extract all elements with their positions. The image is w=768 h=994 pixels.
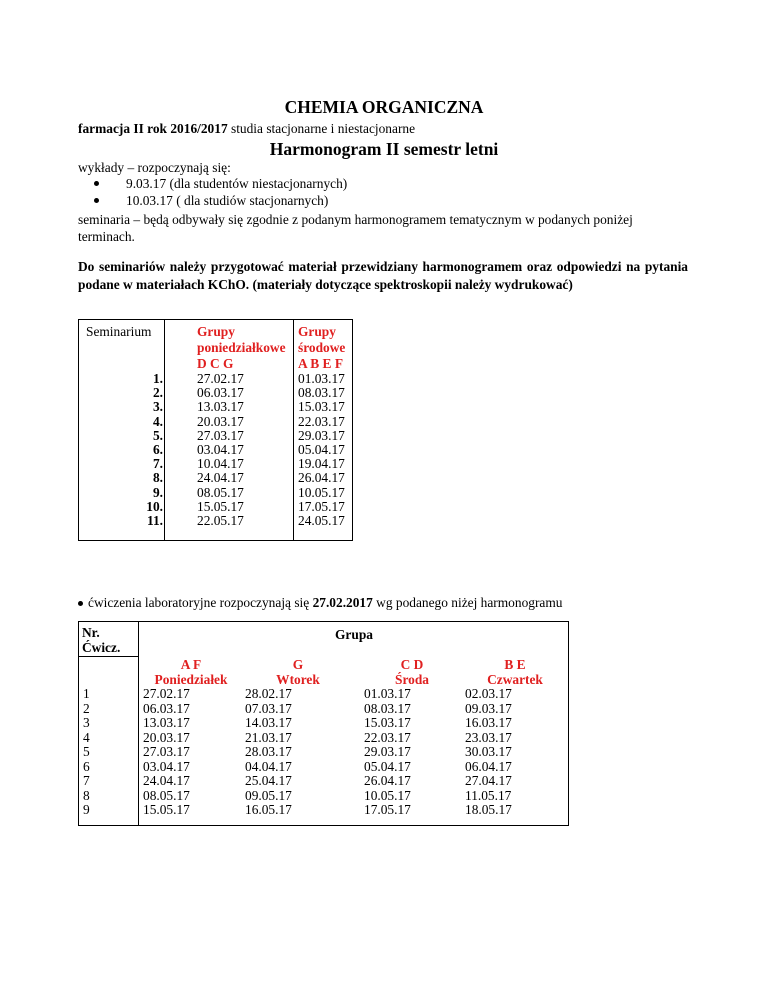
seminar-number: 1.: [152, 371, 163, 386]
lab-date: 06.03.17: [143, 700, 190, 716]
lab-date: 28.02.17: [245, 686, 292, 701]
lectures-list: [78, 175, 347, 209]
seminar-date: 17.05.17: [298, 498, 345, 514]
seminar-date: 27.02.17: [197, 371, 244, 386]
seminar-date: 05.04.17: [298, 441, 345, 457]
seminar-number: 11.: [147, 512, 163, 528]
preparation-note: Do seminariów należy przygotować materiał przewidziany harmonogramem oraz odpowiedzi na pytania podane w materiałach KChO. (materiały dotyczące spektroskopii należy wydrukować): [78, 259, 688, 292]
lab-date: 27.03.17: [143, 744, 190, 759]
seminar-numbers: [86, 372, 166, 528]
lab-date: 27.02.17: [143, 686, 190, 701]
monday-groups-column: [197, 324, 297, 528]
lab-date: 01.03.17: [364, 686, 411, 701]
monday-header-line: Grupy: [197, 324, 235, 339]
wednesday-header-line: środowe: [298, 340, 346, 355]
lab-date: 06.04.17: [465, 758, 512, 774]
lab-date: 05.04.17: [364, 758, 411, 774]
lab-date: 16.05.17: [245, 802, 292, 817]
lab-date: 11.05.17: [465, 787, 512, 803]
lab-date: 25.04.17: [245, 773, 292, 788]
lab-column-dates: [465, 687, 565, 818]
lab-number: 1: [83, 686, 90, 701]
seminars-note: seminaria – będą odbywały się zgodnie z podanym harmonogramem tematycznym w podanych poniżej terminach.: [78, 212, 633, 244]
lab-date: 10.05.17: [364, 787, 411, 803]
lab-column: [143, 657, 239, 818]
lab-number: 9: [83, 802, 90, 817]
lab-date: 22.03.17: [364, 729, 411, 745]
lab-nr-header-line: Ćwicz.: [82, 640, 121, 655]
monday-header-line: D C G: [197, 356, 234, 371]
lab-column-group: G: [292, 657, 304, 672]
lab-numbers: [83, 687, 90, 818]
seminar-date: 24.04.17: [197, 470, 244, 486]
lab-number: 3: [83, 715, 90, 730]
lab-number: 8: [83, 787, 90, 803]
lab-column-group: C D: [400, 657, 424, 672]
lab-date: 18.05.17: [465, 802, 512, 817]
wednesday-header-line: A B E F: [298, 356, 344, 371]
lab-column-group: B E: [504, 657, 526, 672]
lab-column-day: Środa: [395, 672, 429, 687]
seminar-date: 29.03.17: [298, 427, 345, 443]
seminar-number: 6.: [152, 441, 163, 457]
lab-column-day: Czwartek: [487, 672, 543, 687]
lab-date: 04.04.17: [245, 758, 292, 774]
seminar-date: 20.03.17: [197, 413, 244, 429]
lecture-item: 9.03.17 (dla studentów niestacjonarnych): [78, 175, 347, 192]
lab-date: 08.03.17: [364, 700, 411, 716]
lab-date: 30.03.17: [465, 744, 512, 759]
lab-date: 03.04.17: [143, 758, 190, 774]
lab-date: 02.03.17: [465, 686, 512, 701]
course-line: [78, 121, 415, 137]
seminar-date: 19.04.17: [298, 456, 345, 472]
lab-column: [245, 657, 351, 818]
lab-note-text: ćwiczenia laboratoryjne rozpoczynają się: [88, 595, 313, 610]
monday-dates: [197, 372, 297, 528]
table-divider: [79, 656, 139, 657]
seminar-number: 5.: [152, 427, 163, 443]
lab-date: 08.05.17: [143, 787, 190, 803]
seminar-table: [78, 319, 353, 541]
lab-column: [364, 657, 460, 818]
lab-number: 2: [83, 700, 90, 716]
lab-date: 09.05.17: [245, 787, 292, 803]
seminar-date: 24.05.17: [298, 512, 345, 528]
seminar-date: 08.05.17: [197, 484, 244, 500]
seminar-number: 4.: [152, 413, 163, 429]
seminar-number: 2.: [152, 385, 163, 401]
lab-number: 6: [83, 758, 90, 774]
lectures-intro: wykłady – rozpoczynają się:: [78, 160, 231, 175]
lab-nr-header: [82, 625, 120, 655]
seminar-date: 15.05.17: [197, 498, 244, 514]
seminar-date: 15.03.17: [298, 399, 345, 415]
seminar-number: 7.: [152, 456, 163, 472]
lab-date: 09.03.17: [465, 700, 512, 716]
lab-table: [78, 621, 569, 826]
lab-date: 07.03.17: [245, 700, 292, 716]
course-mode: studia stacjonarne i niestacjonarne: [227, 121, 416, 136]
lab-start-date: 27.02.2017: [312, 595, 373, 610]
wednesday-dates: [298, 372, 358, 528]
lab-column-day: Wtorek: [276, 672, 320, 687]
seminar-number: 9.: [152, 484, 163, 500]
lab-date: 20.03.17: [143, 729, 190, 745]
seminar-number-column: [86, 324, 166, 528]
lab-note-text-end: wg podanego niżej harmonogramu: [372, 595, 563, 610]
seminar-date: 01.03.17: [298, 371, 345, 386]
lab-date: 21.03.17: [245, 729, 292, 745]
lab-date: 15.03.17: [364, 715, 411, 730]
lab-date: 13.03.17: [143, 715, 190, 730]
lab-column-dates: [245, 687, 351, 818]
lab-column-dates: [143, 687, 239, 818]
seminar-date: 03.04.17: [197, 441, 244, 457]
lab-date: 14.03.17: [245, 715, 292, 730]
schedule-subtitle: Harmonogram II semestr letni: [269, 139, 499, 159]
seminar-date: 08.03.17: [298, 385, 345, 401]
wednesday-header-line: Grupy: [298, 324, 336, 339]
lab-column-dates: [364, 687, 460, 818]
lab-date: 26.04.17: [364, 773, 411, 788]
lab-number: 4: [83, 729, 90, 745]
seminar-date: 10.04.17: [197, 456, 244, 472]
seminar-date: 26.04.17: [298, 470, 345, 486]
seminar-number: 10.: [146, 498, 163, 514]
seminar-number: 8.: [152, 470, 163, 486]
lab-group-header: Grupa: [335, 627, 373, 642]
lab-date: 29.03.17: [364, 744, 411, 759]
page-title: CHEMIA ORGANICZNA: [284, 97, 484, 117]
seminar-date: 10.05.17: [298, 484, 345, 500]
lab-date: 23.03.17: [465, 729, 512, 745]
seminar-header: Seminarium: [86, 324, 152, 339]
lab-number: 5: [83, 744, 90, 759]
lecture-item: 10.03.17 ( dla studiów stacjonarnych): [78, 192, 347, 209]
lab-column: [465, 657, 565, 818]
lab-date: 17.05.17: [364, 802, 411, 817]
lab-date: 16.03.17: [465, 715, 512, 730]
lab-date: 15.05.17: [143, 802, 190, 817]
lab-date: 28.03.17: [245, 744, 292, 759]
lab-number: 7: [83, 773, 90, 788]
seminar-number: 3.: [152, 399, 163, 415]
wednesday-groups-column: [298, 324, 358, 528]
bullet-icon: [78, 601, 83, 606]
seminar-date: 22.03.17: [298, 413, 345, 429]
lab-column-group: A F: [180, 657, 202, 672]
seminar-date: 27.03.17: [197, 427, 244, 443]
seminar-date: 22.05.17: [197, 512, 244, 528]
lab-date: 27.04.17: [465, 773, 512, 788]
course-name: farmacja II rok 2016/2017: [78, 121, 228, 136]
lab-nr-header-line: Nr.: [82, 625, 100, 640]
seminar-date: 13.03.17: [197, 399, 244, 415]
lab-note: [78, 595, 562, 611]
lab-column-day: Poniedziałek: [154, 672, 228, 687]
seminar-date: 06.03.17: [197, 385, 244, 401]
monday-header-line: poniedziałkowe: [197, 340, 286, 355]
table-divider: [138, 622, 139, 825]
lab-date: 24.04.17: [143, 773, 190, 788]
